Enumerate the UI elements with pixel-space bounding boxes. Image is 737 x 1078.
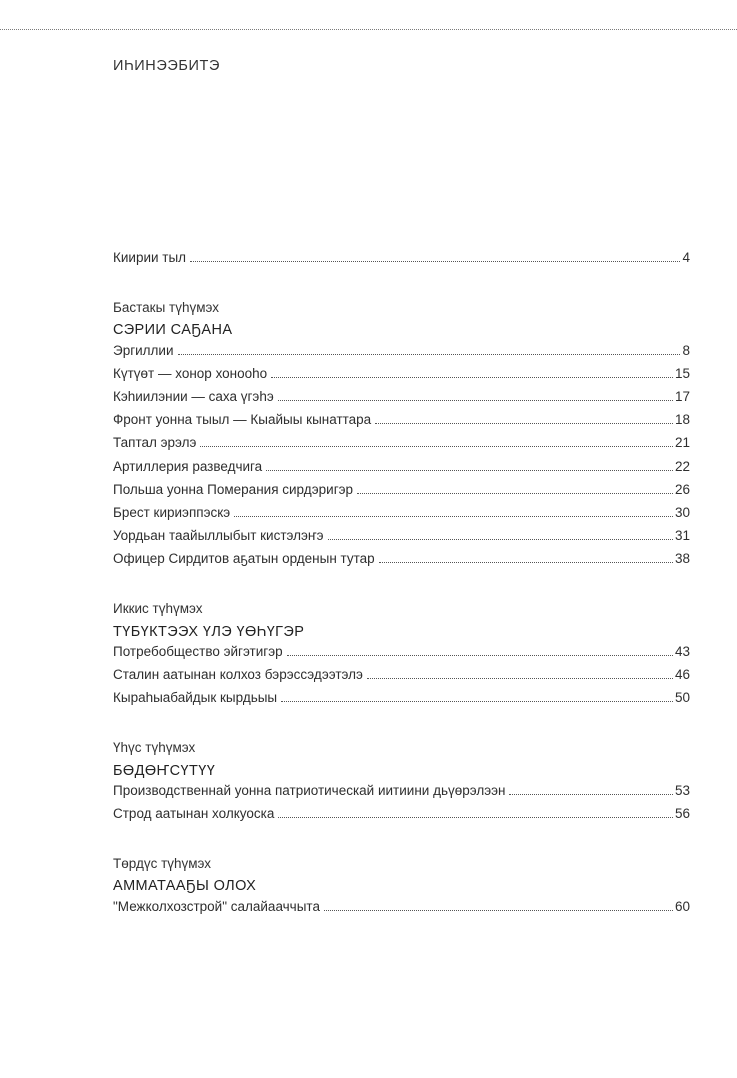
section-heading: БӨДӨҤСҮТҮҮ	[113, 762, 216, 779]
dot-leader	[278, 817, 673, 818]
toc-section-4	[113, 852, 690, 922]
dot-leader	[266, 470, 673, 471]
toc-entry[interactable]	[113, 644, 690, 667]
toc-entry[interactable]	[113, 435, 690, 458]
toc-entry-title: Брест кириэппэскэ	[113, 504, 231, 520]
dot-leader	[234, 516, 673, 517]
toc-entry-page: 60	[674, 898, 690, 914]
toc-entry[interactable]	[113, 505, 690, 528]
dot-leader	[281, 701, 673, 702]
toc-entry[interactable]	[113, 551, 690, 574]
dot-leader	[178, 354, 681, 355]
toc-entry-page: 38	[674, 551, 690, 567]
toc-entry[interactable]	[113, 343, 690, 366]
toc-entry-page: 15	[674, 365, 690, 381]
toc-entry-page: 50	[674, 690, 690, 706]
toc-entry[interactable]	[113, 667, 690, 690]
toc-entry-page: 4	[682, 250, 690, 265]
toc-section-3	[113, 736, 690, 829]
section-label: Бастакы түһүмэх	[113, 300, 219, 316]
toc-entry-page: 8	[682, 342, 690, 358]
toc-entry-page: 22	[674, 458, 690, 474]
section-heading: СЭРИИ САҔАНА	[113, 322, 233, 339]
toc-entry[interactable]	[113, 783, 690, 806]
dot-leader	[375, 423, 673, 424]
toc-entry[interactable]	[113, 412, 690, 435]
dot-leader	[509, 794, 673, 795]
toc-entry-title: Күтүөт — хонор хонооһо	[113, 365, 268, 381]
toc-entry[interactable]	[113, 528, 690, 551]
toc-entry-title: Производственнай уонна патриотическай иитиини дьүөрэлээн	[113, 782, 506, 798]
dot-leader	[271, 377, 673, 378]
dot-leader	[367, 678, 673, 679]
toc-entry-page: 56	[674, 805, 690, 821]
toc-entry-title: Офицер Сирдитов аҕатын орденын тутар	[113, 551, 375, 567]
toc-entry-page: 43	[674, 643, 690, 659]
toc-entry-page: 18	[674, 412, 690, 428]
toc-entry-title: Кыраһыабайдык кырдьыы	[113, 690, 278, 706]
toc-entry-page: 53	[674, 782, 690, 798]
section-label: Төрдүс түһүмэх	[113, 856, 212, 872]
page-title: ИҺИНЭЭБИТЭ	[113, 58, 221, 74]
section-heading: ТҮБҮКТЭЭХ ҮЛЭ ҮӨҺҮГЭР	[113, 623, 305, 640]
section-label: Үһүс түһүмэх	[113, 740, 196, 756]
toc-entry-page: 26	[674, 481, 690, 497]
toc-entry[interactable]	[113, 389, 690, 412]
toc-entry[interactable]	[113, 482, 690, 505]
toc-entry-page: 21	[674, 435, 690, 451]
toc-section-2	[113, 597, 690, 713]
toc-entry-title: Артиллерия разведчига	[113, 458, 263, 474]
toc-entry-title: Строд аатынан холкуоска	[113, 805, 275, 821]
toc-entry-page: 31	[674, 528, 690, 544]
toc-entry[interactable]	[113, 690, 690, 713]
toc-entry-title: Фронт уонна тыыл — Кыайыы кынаттара	[113, 412, 372, 428]
toc-entry-intro[interactable]	[113, 250, 690, 273]
toc-entry[interactable]	[113, 899, 690, 922]
section-label: Иккис түһүмэх	[113, 601, 203, 617]
dot-leader	[287, 655, 673, 656]
dot-leader	[200, 446, 673, 447]
dot-leader	[379, 562, 673, 563]
dot-leader	[357, 493, 673, 494]
toc-entry[interactable]	[113, 366, 690, 389]
toc-entry-page: 30	[674, 504, 690, 520]
toc-entry-page: 46	[674, 667, 690, 682]
dot-leader	[328, 539, 673, 540]
section-heading: АММАТААҔЫ ОЛОХ	[113, 878, 257, 895]
toc-entry-title: Уордьан таайыллыбыт кистэлэҥэ	[113, 528, 324, 544]
dot-leader	[190, 261, 680, 262]
toc-entry-title: Польша уонна Померания сирдэригэр	[113, 481, 354, 497]
toc-entry-title: "Межколхозстрой" салайааччыта	[113, 898, 320, 914]
toc-entry-title: Эргиллии	[113, 342, 174, 358]
top-dotted-rule	[0, 29, 737, 30]
dot-leader	[278, 400, 673, 401]
toc-entry[interactable]	[113, 806, 690, 829]
toc-entry-page: 17	[674, 388, 690, 404]
toc-entry-title: Кэһиилэнии — саха үгэһэ	[113, 388, 274, 404]
table-of-contents	[113, 250, 690, 922]
toc-entry-title: Киирии тыл	[113, 250, 187, 265]
toc-entry-title: Сталин аатынан колхоз бэрэссэдээтэлэ	[113, 667, 363, 682]
toc-entry-title: Таптал эрэлэ	[113, 435, 197, 451]
dot-leader	[324, 910, 673, 911]
toc-entry-title: Потребобщество эйгэтигэр	[113, 643, 283, 659]
toc-entry[interactable]	[113, 459, 690, 482]
toc-section-1	[113, 296, 690, 574]
